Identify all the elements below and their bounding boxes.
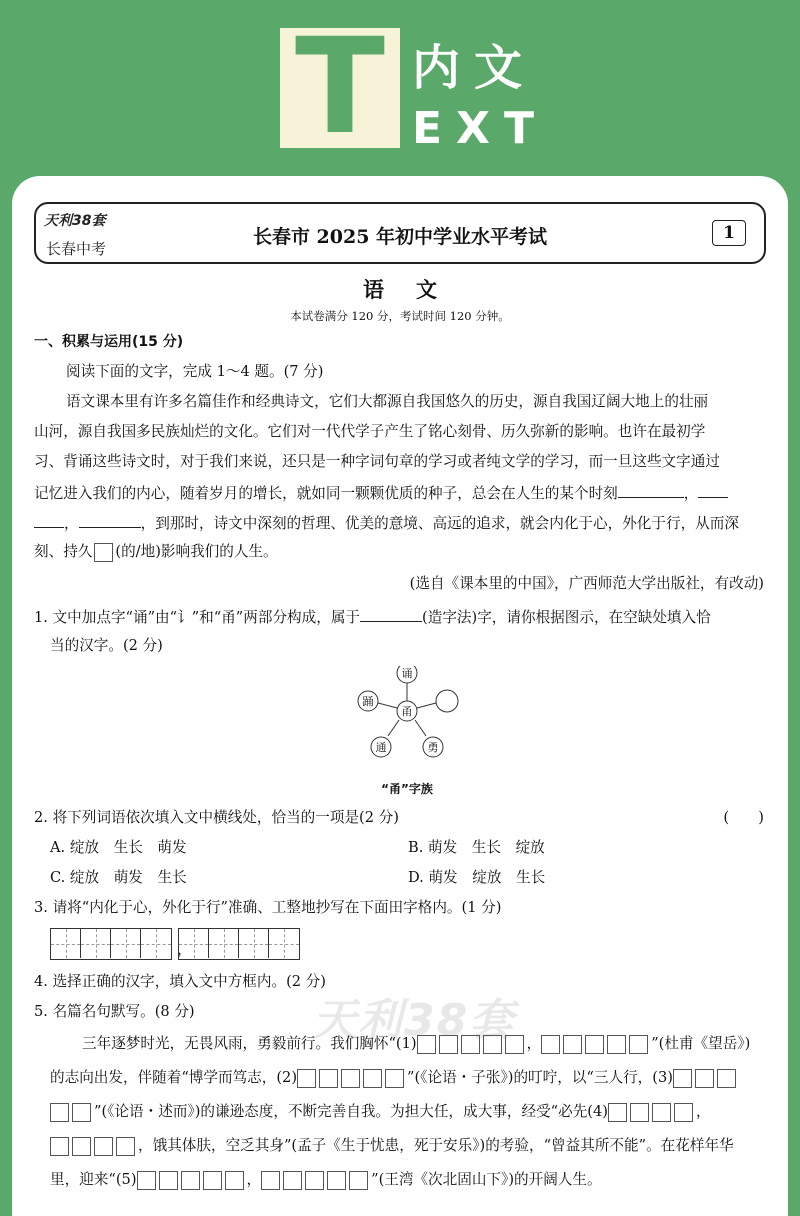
answer-box[interactable] (72, 1137, 91, 1156)
q2-option-a[interactable]: A. 绽放 生长 萌发 (50, 839, 187, 856)
answer-box[interactable] (72, 1103, 91, 1122)
answer-box[interactable] (349, 1171, 368, 1190)
grid-cell[interactable] (239, 929, 269, 958)
q5-line-5 (50, 1170, 602, 1190)
answer-blank-1[interactable] (618, 482, 684, 498)
q3-stem: 3. 请将“内化于心，外化于行”准确、工整地抄写在下面田字格内。(1 分) (34, 899, 502, 916)
answer-box[interactable] (225, 1171, 244, 1190)
q5-l5c: ”(王湾《次北固山下》)的开阔人生。 (371, 1171, 602, 1188)
center-char: 甬 (401, 705, 413, 718)
answer-box[interactable] (563, 1035, 582, 1054)
q2-option-c[interactable]: C. 绽放 萌发 生长 (50, 869, 187, 886)
answer-box[interactable] (629, 1035, 648, 1054)
passage-line-6b: (的/地)影响我们的人生。 (115, 543, 278, 560)
answer-box[interactable] (608, 1103, 627, 1122)
publisher-logo: 天利38套 (44, 213, 106, 229)
bottom-right-char: 勇 (427, 741, 439, 754)
q5-l1c: ”(杜甫《望岳》) (651, 1035, 751, 1052)
answer-box[interactable] (652, 1103, 671, 1122)
answer-box[interactable] (305, 1171, 324, 1190)
grid-cell[interactable] (209, 929, 239, 958)
answer-box[interactable] (674, 1103, 693, 1122)
passage-line-4: 记忆进入我们的内心，随着岁月的增长，就如同一颗颗优质的种子，总会在人生的某个时刻 ， (34, 482, 728, 504)
answer-box[interactable] (341, 1069, 360, 1088)
grid-cell[interactable] (51, 929, 81, 958)
q5-l1a: 三年逐梦时光，无畏风雨，勇毅前行。我们胸怀“(1) (82, 1035, 417, 1052)
answer-box[interactable] (439, 1035, 458, 1054)
arrow-to-bottom-left (388, 720, 399, 736)
answer-box[interactable] (159, 1171, 178, 1190)
answer-box[interactable] (505, 1035, 524, 1054)
grid-cell[interactable] (141, 929, 171, 958)
answer-box[interactable] (181, 1171, 200, 1190)
arrow-to-bottom-right (415, 720, 426, 736)
q2-option-b[interactable]: B. 萌发 生长 绽放 (408, 839, 545, 856)
yong-character-diagram (352, 666, 462, 766)
q5-line-1 (82, 1034, 750, 1054)
arrow-to-right (417, 703, 436, 708)
q5-l1b: ， (526, 1035, 542, 1052)
answer-box[interactable] (541, 1035, 560, 1054)
region-label: 长春中考 (46, 240, 107, 258)
q5-l2a: 的志向出发，伴随着“博学而笃志，(2) (50, 1069, 298, 1086)
answer-box[interactable] (283, 1171, 302, 1190)
q5-l5b: ， (246, 1171, 262, 1188)
answer-box[interactable] (673, 1069, 692, 1088)
answer-box[interactable] (50, 1137, 69, 1156)
q1-line-2: 当的汉字。(2 分) (50, 637, 163, 654)
passage-line-1: 语文课本里有许多名篇佳作和经典诗文，它们大都源自我国悠久的历史，源自我国辽阔大地上的壮丽 (66, 393, 709, 410)
grid-comma: ， (177, 940, 193, 958)
left-char: 踊 (362, 695, 374, 708)
q5-l2b: ”(《论语・子张》)的叮咛，以“三人行，(3) (407, 1069, 673, 1086)
grid-cell[interactable] (111, 929, 141, 958)
answer-box[interactable] (203, 1171, 222, 1190)
passage-line-4-text: 记忆进入我们的内心，随着岁月的增长，就如同一颗颗优质的种子，总会在人生的某个时刻 (34, 485, 618, 502)
passage-line-5-text: ，到那时，诗文中深刻的哲理、优美的意境、高远的追求，就会内化于心，外化于行，从而深 (140, 515, 739, 532)
answer-box[interactable] (327, 1171, 346, 1190)
answer-box[interactable] (319, 1069, 338, 1088)
passage-line-6a: 刻、持久 (34, 543, 93, 560)
answer-box[interactable] (363, 1069, 382, 1088)
section-title: 一、积累与运用(15 分) (34, 334, 184, 350)
diagram-caption: “甬”字族 (381, 782, 433, 796)
q5-line-4 (50, 1136, 734, 1156)
answer-box[interactable] (94, 1137, 113, 1156)
section-intro: 阅读下面的文字，完成 1～4 题。(7 分) (66, 363, 324, 380)
q1-line-1 (34, 606, 711, 628)
paper-number: 1 (712, 220, 746, 246)
bottom-left-char: 通 (375, 741, 387, 754)
top-char: 诵 (401, 667, 413, 680)
exam-paper (12, 176, 788, 1216)
q1-answer-blank[interactable] (360, 606, 422, 622)
answer-box[interactable] (585, 1035, 604, 1054)
answer-box[interactable] (695, 1069, 714, 1088)
passage-source: (选自《课本里的中国》，广西师范大学出版社，有改动) (409, 575, 764, 592)
q2-option-d[interactable]: D. 萌发 绽放 生长 (408, 869, 546, 886)
banner (0, 0, 800, 180)
q5-l3b: ， (695, 1103, 711, 1120)
answer-box[interactable] (261, 1171, 280, 1190)
grid-cell[interactable] (179, 929, 209, 958)
answer-box[interactable] (461, 1035, 480, 1054)
passage-line-5: ， ，到那时，诗文中深刻的哲理、优美的意境、高远的追求，就会内化于心，外化于行，从而深 (34, 512, 739, 534)
q5-l5a: 里，迎来“(5) (50, 1171, 137, 1188)
q1-text-b: (造字法)字，请你根据图示，在空缺处填入恰 (422, 609, 711, 626)
watermark: 天利38套 (312, 995, 516, 1046)
passage-line-6 (34, 542, 278, 562)
q5-stem: 5. 名篇名句默写。(8 分) (34, 1003, 195, 1020)
q4-stem: 4. 选择正确的汉字，填入文中方框内。(2 分) (34, 973, 326, 990)
answer-blank-2b[interactable] (34, 512, 64, 528)
answer-box[interactable] (137, 1171, 156, 1190)
answer-box[interactable] (297, 1069, 316, 1088)
exam-title: 长春市 2025 年初中学业水平考试 (252, 226, 548, 248)
q5-line-2 (50, 1068, 739, 1088)
right-empty-circle[interactable] (436, 690, 458, 712)
answer-blank-2a[interactable] (698, 482, 728, 498)
answer-box[interactable] (607, 1035, 626, 1054)
banner-title-en: EXT (412, 103, 548, 154)
tianzige-grid-1[interactable] (50, 928, 172, 960)
banner-logo-block (280, 10, 400, 164)
q1-text-a: 1. 文中加点字“诵”由“讠”和“甬”两部分构成，属于 (34, 609, 361, 626)
exam-header (34, 202, 766, 264)
q2-stem: 2. 将下列词语依次填入文中横线处，恰当的一项是(2 分) (34, 809, 399, 826)
passage-line-2: 山河，源自我国多民族灿烂的文化。它们对一代代学子产生了铭心刻骨、历久弥新的影响。也许在最初学 (34, 423, 706, 440)
answer-box[interactable] (385, 1069, 404, 1088)
arrow-to-left (378, 703, 397, 708)
tianzige-grid-2[interactable] (178, 928, 300, 960)
q2-answer-bracket[interactable]: ( ) (723, 809, 764, 826)
subject-title: 语文 (363, 277, 469, 302)
q5-l4a: ，饿其体肤，空乏其身”(孟子《生于忧患，死于安乐》)的考验，“曾益其所不能”。在花样年华 (138, 1137, 734, 1154)
q5-line-3 (50, 1102, 711, 1122)
passage-line-3: 习、背诵这些诗文时，对于我们来说，还只是一种字词句章的学习或者纯文学的学习，而一旦这些文字通过 (34, 453, 720, 470)
banner-title-cn: 内文 (412, 40, 537, 96)
grid-cell[interactable] (269, 929, 299, 958)
answer-box[interactable] (483, 1035, 502, 1054)
q5-l3a: ”(《论语・述而》)的谦逊态度，不断完善自我。为担大任，成大事，经受“必先(4) (94, 1103, 608, 1120)
exam-note: 本试卷满分 120 分，考试时间 120 分钟。 (290, 309, 510, 323)
char-box[interactable] (94, 543, 113, 562)
answer-box[interactable] (717, 1069, 736, 1088)
answer-box[interactable] (417, 1035, 436, 1054)
answer-blank-3[interactable] (79, 512, 141, 528)
banner-logo-letter: T (294, 10, 386, 164)
answer-box[interactable] (50, 1103, 69, 1122)
answer-box[interactable] (116, 1137, 135, 1156)
grid-cell[interactable] (81, 929, 111, 958)
answer-box[interactable] (630, 1103, 649, 1122)
